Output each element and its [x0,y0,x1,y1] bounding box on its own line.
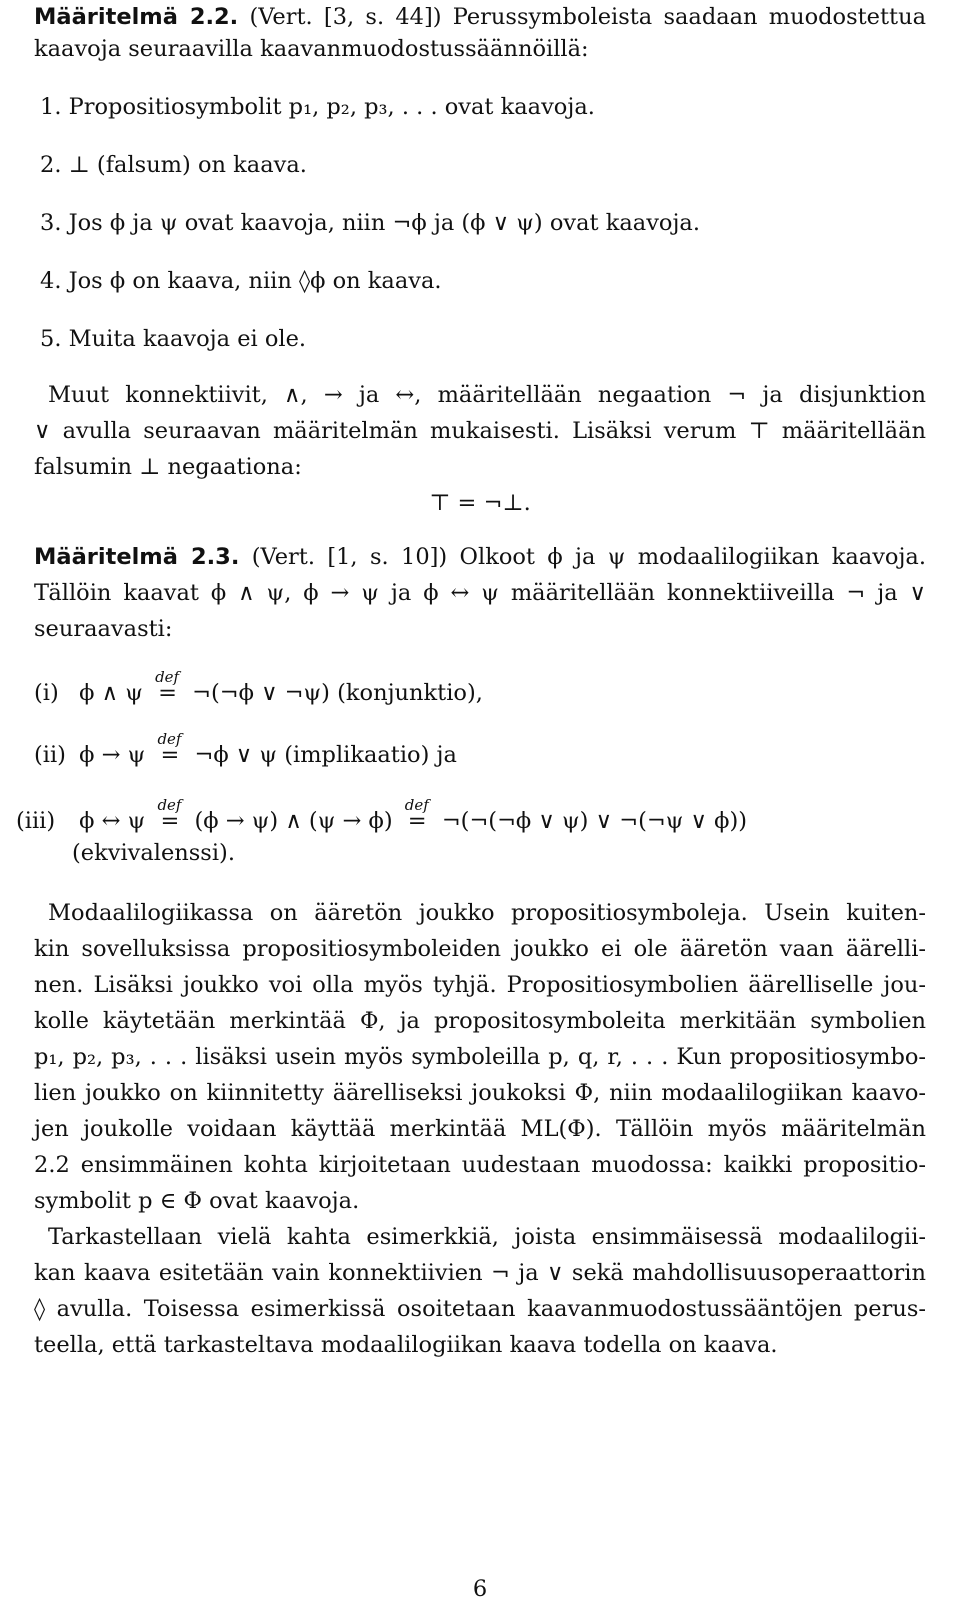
para2-line3: ◊ avulla. Toisessa esimerkissä osoitetaan kaavanmuodostussääntöjen perus- [34,1296,926,1322]
definition-2-3-title: Määritelmä 2.3. [34,544,240,570]
para1-line8: 2.2 ensimmäinen kohta kirjoitetaan uudestaan muodossa: kaikki propositio- [34,1152,926,1178]
item-i-left: ϕ ∧ ψ [79,680,143,706]
item-ii-label: (ii) [34,742,66,768]
definition-2-3-line2: Tällöin kaavat ϕ ∧ ψ, ϕ → ψ ja ϕ ↔ ψ määritellään konnektiiveilla ¬ ja ∨ [34,580,926,606]
para1-line2: kin sovelluksissa propositiosymboleiden joukko ei ole ääretön vaan äärelli- [34,936,926,962]
definition-item-ii [34,730,457,770]
item-ii-right: ¬ϕ ∨ ψ (implikaatio) ja [194,742,457,768]
para2-line4: teella, että tarkasteltava modaalilogiikan kaava todella on kaava. [34,1332,778,1358]
definition-2-3-line3: seuraavasti: [34,616,173,642]
item-iii-left: ϕ ↔ ψ [79,808,146,834]
definition-2-2-line2: kaavoja seuraavilla kaavanmuodostussäännöillä: [34,36,589,62]
def-equals: def = [404,796,429,834]
verum-formula: ⊤ = ¬⊥. [429,490,531,516]
definition-item-iii [16,796,748,836]
item-ii-left: ϕ → ψ [79,742,146,768]
para1-line1: Modaalilogiikassa on ääretön joukko propositiosymboleja. Usein kuiten- [48,900,926,926]
item-iii-label: (iii) [16,808,56,834]
para1-line9: symbolit p ∈ Φ ovat kaavoja. [34,1188,360,1214]
item-iii-right: ¬(¬(¬ϕ ∨ ψ) ∨ ¬(¬ψ ∨ ϕ)) [441,808,748,834]
list-item-2: 2. ⊥ (falsum) on kaava. [40,152,307,178]
definition-2-2-title: Määritelmä 2.2. [34,4,239,30]
definition-item-i [34,668,483,708]
item-i-right: ¬(¬ϕ ∨ ¬ψ) (konjunktio), [192,680,483,706]
para1-line5: p₁, p₂, p₃, . . . lisäksi usein myös symboleilla p, q, r, . . . Kun propositiosymbo- [34,1044,926,1070]
paragraph-connectives-line1: Muut konnektiivit, ∧, → ja ↔, määritellään negaation ¬ ja disjunktion [48,382,926,408]
def-equals: def = [157,730,182,768]
para2-line1: Tarkastellaan vielä kahta esimerkkiä, joista ensimmäisessä modaalilogii- [48,1224,926,1250]
para2-line2: kan kaava esitetään vain konnektiivien ¬ ja ∨ sekä mahdollisuusoperaattorin [34,1260,926,1286]
definition-2-3-reference: (Vert. [1, s. 10]) Olkoot ϕ ja ψ modaalilogiikan kaavoja. [251,544,926,570]
item-iii-note: (ekvivalenssi). [72,840,235,866]
list-item-3: 3. Jos ϕ ja ψ ovat kaavoja, niin ¬ϕ ja (ϕ ∨ ψ) ovat kaavoja. [40,210,700,236]
paragraph-connectives-line2: ∨ avulla seuraavan määritelmän mukaisesti. Lisäksi verum ⊤ määritellään [34,418,926,444]
definition-2-2-heading-line [34,2,926,32]
item-iii-middle: (ϕ → ψ) ∧ (ψ → ϕ) [194,808,393,834]
para1-line7: jen joukolle voidaan käyttää merkintää ML(Φ). Tällöin myös määritelmän [34,1116,926,1142]
list-item-4: 4. Jos ϕ on kaava, niin ◊ϕ on kaava. [40,268,442,294]
paragraph-connectives-line3: falsumin ⊥ negaationa: [34,454,302,480]
definition-2-2-reference: (Vert. [3, s. 44]) Perussymboleista saadaan muodostettua [249,4,926,30]
page-number: 6 [472,1576,488,1602]
para1-line3: nen. Lisäksi joukko voi olla myös tyhjä. Propositiosymbolien äärelliselle jou- [34,972,926,998]
para1-line4: kolle käytetään merkintää Φ, ja propositosymboleita merkitään symbolien [34,1008,926,1034]
def-equals: def = [155,668,180,706]
item-i-label: (i) [34,680,59,706]
para1-line6: lien joukko on kiinnitetty äärelliseksi joukoksi Φ, niin modaalilogiikan kaavo- [34,1080,926,1106]
definition-2-3-heading-line [34,542,926,572]
list-item-5: 5. Muita kaavoja ei ole. [40,326,307,352]
def-equals: def = [157,796,182,834]
list-item-1: 1. Propositiosymbolit p₁, p₂, p₃, . . . ovat kaavoja. [40,94,595,120]
